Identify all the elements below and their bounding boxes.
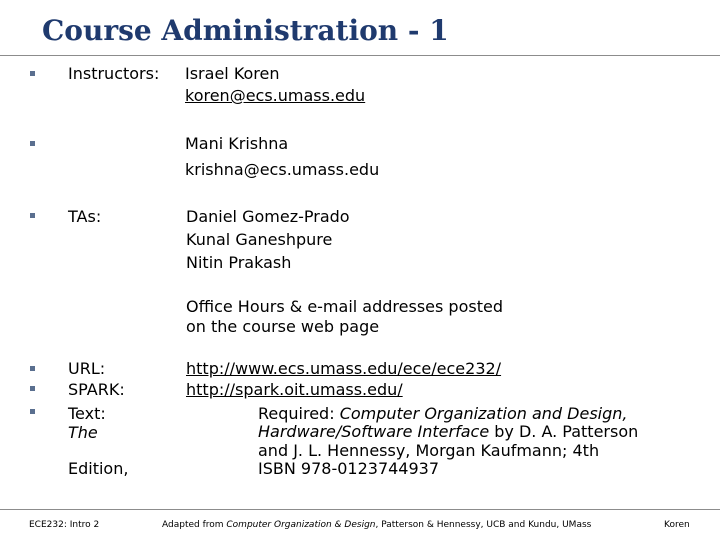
book-title-part-2: Hardware/Software Interface <box>258 422 490 441</box>
instructor-name: Mani Krishna <box>185 134 289 153</box>
book-title-part-1: Computer Organization and Design, <box>339 404 628 423</box>
text-label-the: The <box>68 423 98 442</box>
office-hours-line: on the course web page <box>186 317 380 336</box>
text-label: Text: <box>68 404 106 423</box>
footer-credit-suffix: , Patterson & Hennessy, UCB and Kundu, UMass <box>375 520 592 530</box>
office-hours-line: Office Hours & e-mail addresses posted <box>186 297 503 316</box>
spark-label: SPARK: <box>68 380 125 399</box>
footer-author: Koren <box>664 520 690 530</box>
textbook-line-3: and J. L. Hennessy, Morgan Kaufmann; 4th <box>258 441 600 460</box>
tas-label: TAs: <box>68 207 102 226</box>
book-authors-part-1: by D. A. Patterson <box>489 422 639 441</box>
bullet-spark <box>30 386 35 391</box>
textbook-line-2 <box>258 422 638 442</box>
footer-credit-prefix: Adapted from <box>162 520 227 530</box>
ta-name: Nitin Prakash <box>186 253 292 272</box>
ta-name: Daniel Gomez-Prado <box>186 207 350 226</box>
instructors-label: Instructors: <box>68 64 160 83</box>
ta-name: Kunal Ganeshpure <box>186 230 333 249</box>
required-prefix: Required: <box>258 404 340 423</box>
bullet-url <box>30 366 35 371</box>
instructor-email[interactable]: koren@ecs.umass.edu <box>185 86 366 105</box>
slide-title: Course Administration - 1 <box>42 14 449 47</box>
instructor-name: Israel Koren <box>185 64 280 83</box>
footer-credit-book: Computer Organization & Design <box>226 520 376 530</box>
text-label-edition: Edition, <box>68 459 129 478</box>
footer-credit <box>162 520 591 531</box>
bullet-instructor-2 <box>30 141 35 146</box>
bullet-text <box>30 409 35 414</box>
footer-course: ECE232: Intro 2 <box>29 520 100 530</box>
title-divider <box>0 55 720 56</box>
textbook-isbn: ISBN 978-0123744937 <box>258 459 440 478</box>
spark-url-link[interactable]: http://spark.oit.umass.edu/ <box>186 380 403 399</box>
course-url-link[interactable]: http://www.ecs.umass.edu/ece/ece232/ <box>186 359 502 378</box>
bullet-tas <box>30 213 35 218</box>
bullet-instructors <box>30 71 35 76</box>
instructor-email: krishna@ecs.umass.edu <box>185 160 380 179</box>
footer-divider <box>0 509 720 510</box>
textbook-line-1 <box>258 404 627 424</box>
url-label: URL: <box>68 359 106 378</box>
